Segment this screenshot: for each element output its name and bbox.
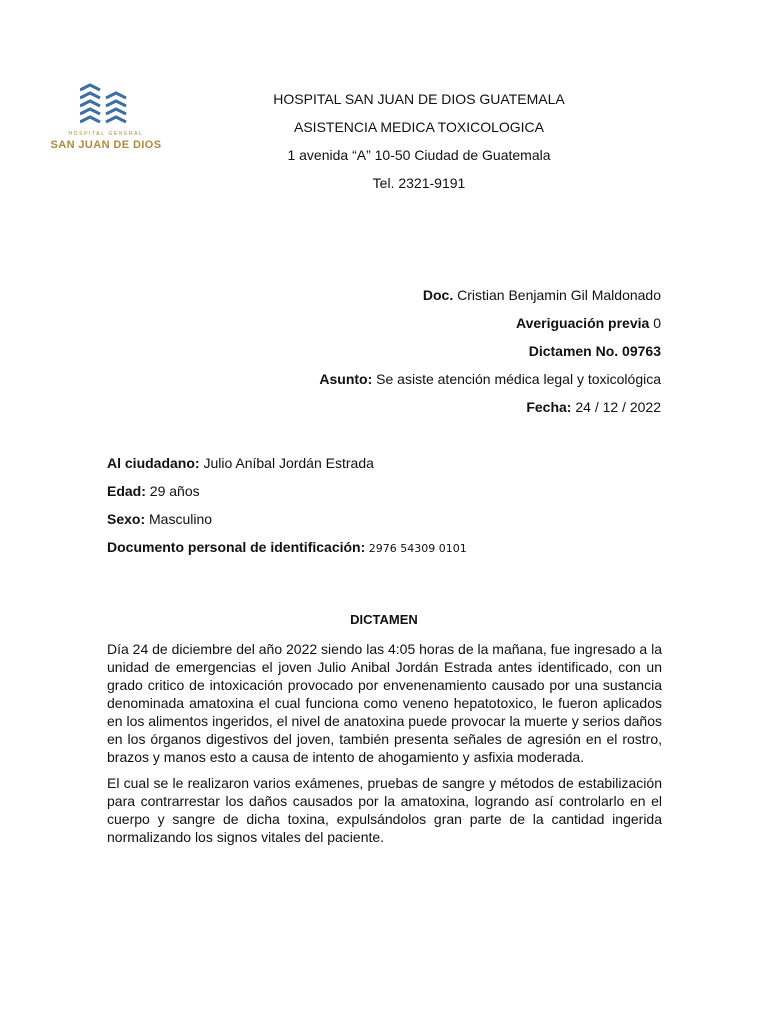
logo-stripes-icon <box>80 82 132 128</box>
doctor-value: Cristian Benjamin Gil Maldonado <box>453 287 661 303</box>
header-hospital-name: HOSPITAL SAN JUAN DE DIOS GUATEMALA <box>273 91 565 107</box>
header-address: 1 avenida “A” 10-50 Ciudad de Guatemala <box>287 147 551 163</box>
sexo-label: Sexo: <box>107 511 146 527</box>
fecha-value: 24 / 12 / 2022 <box>571 399 661 415</box>
averiguacion-line <box>516 315 661 331</box>
logo-name: SAN JUAN DE DIOS <box>50 139 162 151</box>
hospital-logo <box>50 82 164 152</box>
sexo-line <box>107 511 212 527</box>
header-department: ASISTENCIA MEDICA TOXICOLOGICA <box>294 119 544 135</box>
doctor-line <box>423 287 661 303</box>
asunto-value: Se asiste atención médica legal y toxicológica <box>372 371 661 387</box>
dictamen-paragraph-1: Día 24 de diciembre del año 2022 siendo las 4:05 horas de la mañana, fue ingresado a la unidad de emergencias el joven Julio Anibal Jordán Estrada antes identificado, con un grado critico de intoxicación provocado por envenenamiento causado por una sustancia denominada amatoxina el cual funciona como veneno hepatotoxico, le fueron aplicados en los alimentos ingeridos, el nivel de anatoxina puede provocar la muerte y serios daños en los órganos digestivos del joven, también presenta señales de agresión en el rostro, brazos y manos esto a causa de intento de ahogamiento y asfixia moderada. <box>107 641 662 765</box>
doctor-label: Doc. <box>422 287 454 303</box>
dictamen-number: Dictamen No. 09763 <box>528 343 661 359</box>
dpi-label: Documento personal de identificación: <box>107 539 366 555</box>
logo-subtitle: HOSPITAL GENERAL <box>68 131 144 137</box>
fecha-label: Fecha: <box>526 399 572 415</box>
sexo-value: Masculino <box>145 511 213 527</box>
asunto-line <box>319 371 661 387</box>
edad-value: 29 años <box>145 483 200 499</box>
averiguacion-value: 0 <box>649 315 661 331</box>
averiguacion-label: Averiguación previa <box>516 315 650 331</box>
edad-label: Edad: <box>107 483 146 499</box>
ciudadano-value: Julio Aníbal Jordán Estrada <box>199 455 374 471</box>
ciudadano-line <box>107 455 374 471</box>
dictamen-title: DICTAMEN <box>350 612 418 627</box>
dpi-value: 2976 54309 0101 <box>365 542 467 555</box>
dictamen-paragraph-2: El cual se le realizaron varios exámenes, pruebas de sangre y métodos de estabilización para contrarrestar los daños causados por la amatoxina, logrando así controlarlo en el cuerpo y sangre de dicha toxina, expulsándolos gran parte de la cantidad ingerida normalizando los signos vitales del paciente. <box>107 775 662 845</box>
header-phone: Tel. 2321-9191 <box>372 175 466 191</box>
dictamen-number-line <box>529 343 661 359</box>
dpi-line <box>107 539 467 555</box>
fecha-line <box>526 399 661 415</box>
edad-line <box>107 483 200 499</box>
ciudadano-label: Al ciudadano: <box>107 455 200 471</box>
asunto-label: Asunto: <box>319 371 373 387</box>
